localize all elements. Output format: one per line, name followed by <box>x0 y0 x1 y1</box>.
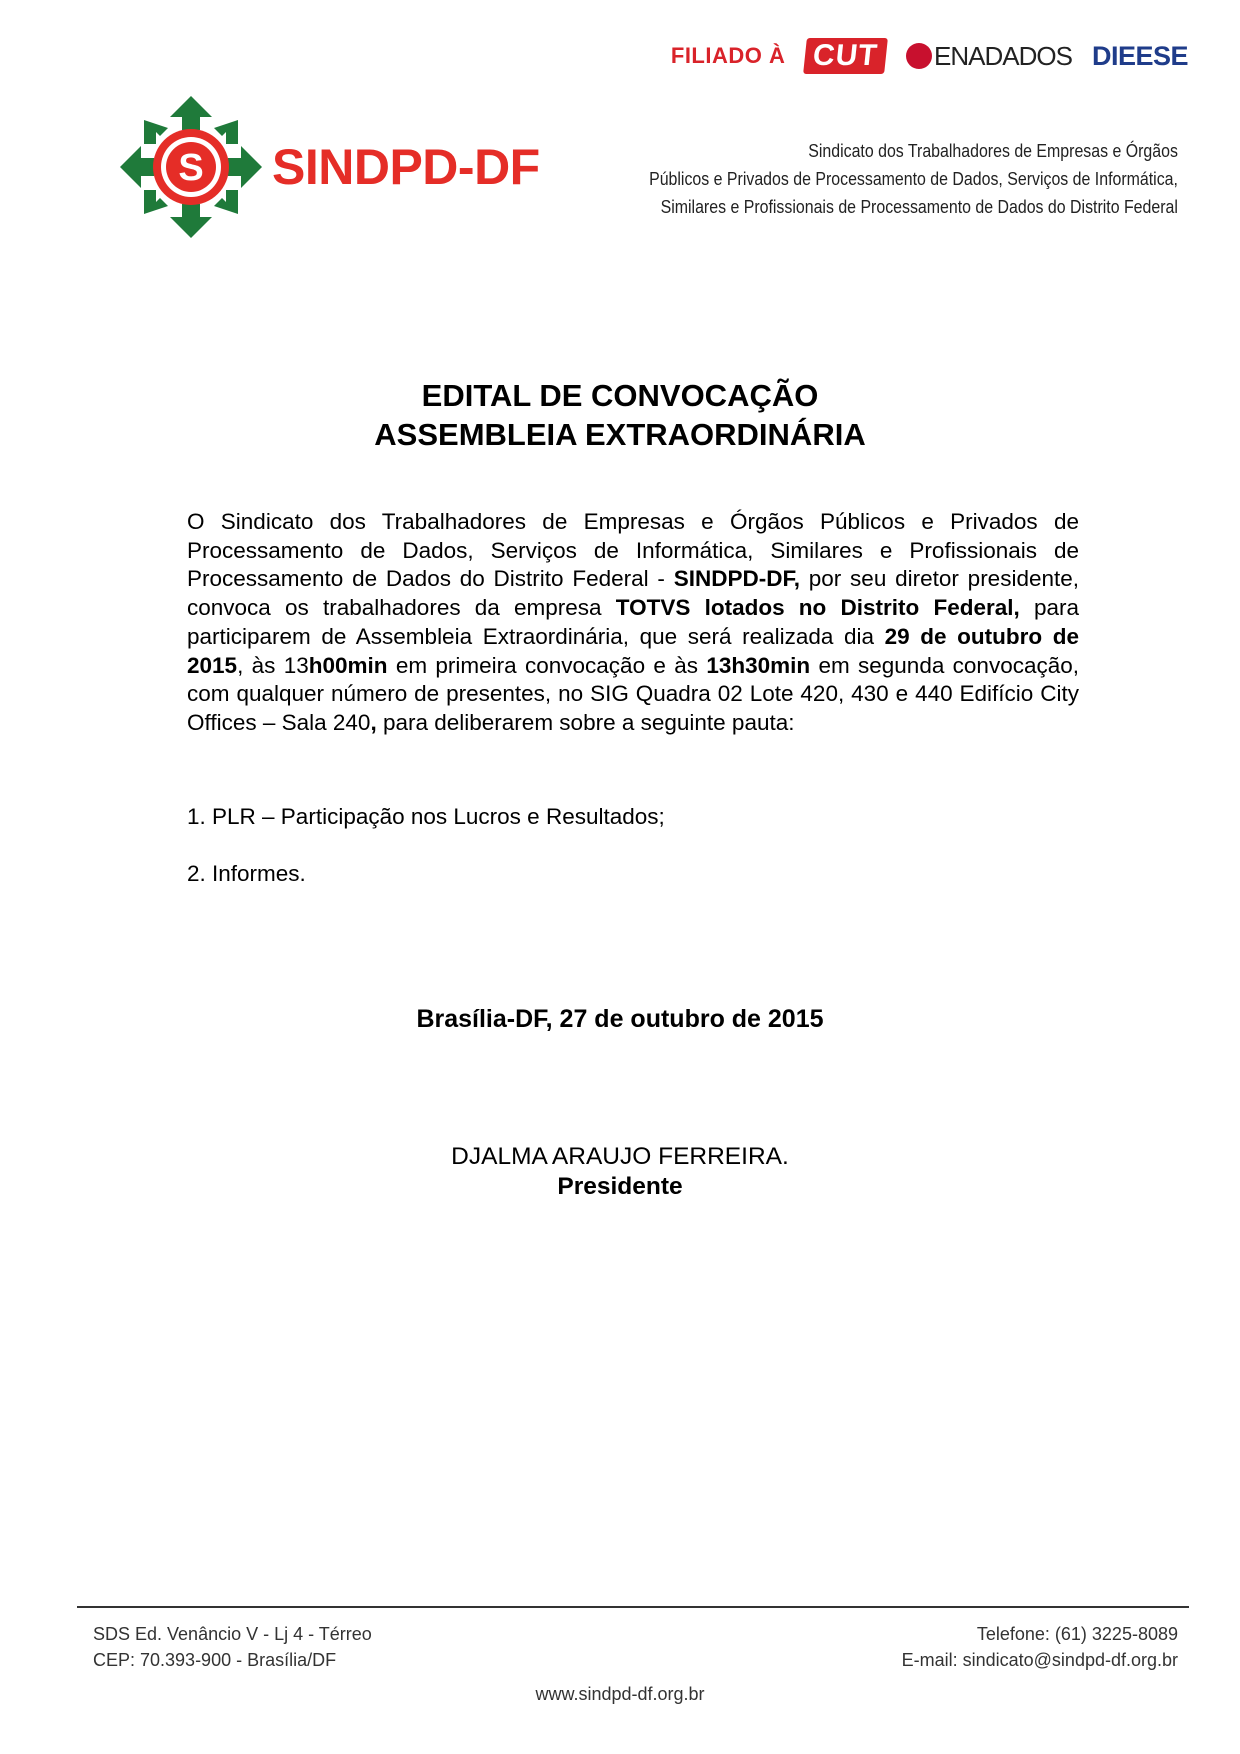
union-description-line: Similares e Profissionais de Processamento de Dados do Distrito Federal <box>660 196 1178 217</box>
union-description <box>649 137 1178 221</box>
dieese-logo: DIEESE <box>1091 40 1188 71</box>
fenadados-logo-text: ENADADOS <box>934 40 1072 71</box>
paragraph-text: por seu diretor presidente, convoca os trabalhadores da empresa <box>187 566 1080 621</box>
title-line-2: ASSEMBLEIA EXTRAORDINÁRIA <box>374 417 866 452</box>
sindpd-logo-text: SINDPD-DF <box>272 139 540 195</box>
date-line: Brasília-DF, 27 de outubro de 2015 <box>416 1005 824 1033</box>
signer-name: DJALMA ARAUJO FERREIRA. <box>451 1143 789 1170</box>
document-title <box>0 376 1240 454</box>
sindpd-logo <box>116 92 540 242</box>
paragraph-bold: TOTVS lotados no Distrito Federal, <box>615 595 1020 621</box>
paragraph-bold: h00min <box>308 652 388 678</box>
title-line-1: EDITAL DE CONVOCAÇÃO <box>421 378 819 413</box>
agenda-item: 1. PLR – Participação nos Lucros e Resultados; <box>187 804 665 829</box>
fenadados-logo <box>906 41 1072 72</box>
affiliations-bar <box>671 38 1188 74</box>
union-description-line: Sindicato dos Trabalhadores de Empresas e Órgãos <box>808 140 1178 161</box>
affiliated-label: FILIADO À <box>670 43 786 68</box>
paragraph-bold: SINDPD-DF, <box>673 566 800 592</box>
paragraph-bold: 13h30min <box>706 652 811 678</box>
signer-role: Presidente <box>557 1173 683 1200</box>
sindpd-emblem-icon <box>116 92 266 242</box>
footer-contact <box>902 1621 1178 1673</box>
cut-logo: CUT <box>803 38 887 74</box>
union-description-line: Públicos e Privados de Processamento de Dados, Serviços de Informática, <box>649 168 1178 189</box>
footer-address <box>93 1621 372 1673</box>
paragraph-text: em primeira convocação e às <box>387 652 707 678</box>
footer-divider <box>77 1606 1189 1608</box>
paragraph-text: , às 13 <box>237 652 309 678</box>
agenda-item: 2. Informes. <box>187 861 306 886</box>
paragraph-text: para deliberarem sobre a seguinte pauta: <box>376 709 795 735</box>
paragraph-text: para participarem de Assembleia Extraordinária, que será realizada dia <box>187 595 1079 649</box>
address-line-2: CEP: 70.393-900 - Brasília/DF <box>93 1650 337 1670</box>
paragraph-text: em segunda convocação, com qualquer número de presentes, no SIG Quadra 02 Lote 420, 430 e 440 Edifício City Offices – Sala 240 <box>187 652 1079 735</box>
address-line-1: SDS Ed. Venâncio V - Lj 4 - Térreo <box>93 1624 372 1644</box>
convocation-paragraph <box>187 508 1079 738</box>
fenadados-mark-icon <box>906 43 932 69</box>
email-text: E-mail: sindicato@sindpd-df.org.br <box>901 1650 1178 1670</box>
phone-text: Telefone: (61) 3225-8089 <box>976 1624 1178 1644</box>
website-link[interactable]: www.sindpd-df.org.br <box>535 1684 705 1704</box>
svg-text:S: S <box>178 147 204 189</box>
paragraph-bold: , <box>370 709 377 735</box>
paragraph-text: O Sindicato dos Trabalhadores de Empresas e Órgãos Públicos e Privados de Processamento de Dados, Serviços de Informática, Similares e Profissionais de Processamento de Dados do Distrito Federal - <box>187 509 1079 592</box>
paragraph-bold: 29 de outubro de 2015 <box>187 623 1079 678</box>
